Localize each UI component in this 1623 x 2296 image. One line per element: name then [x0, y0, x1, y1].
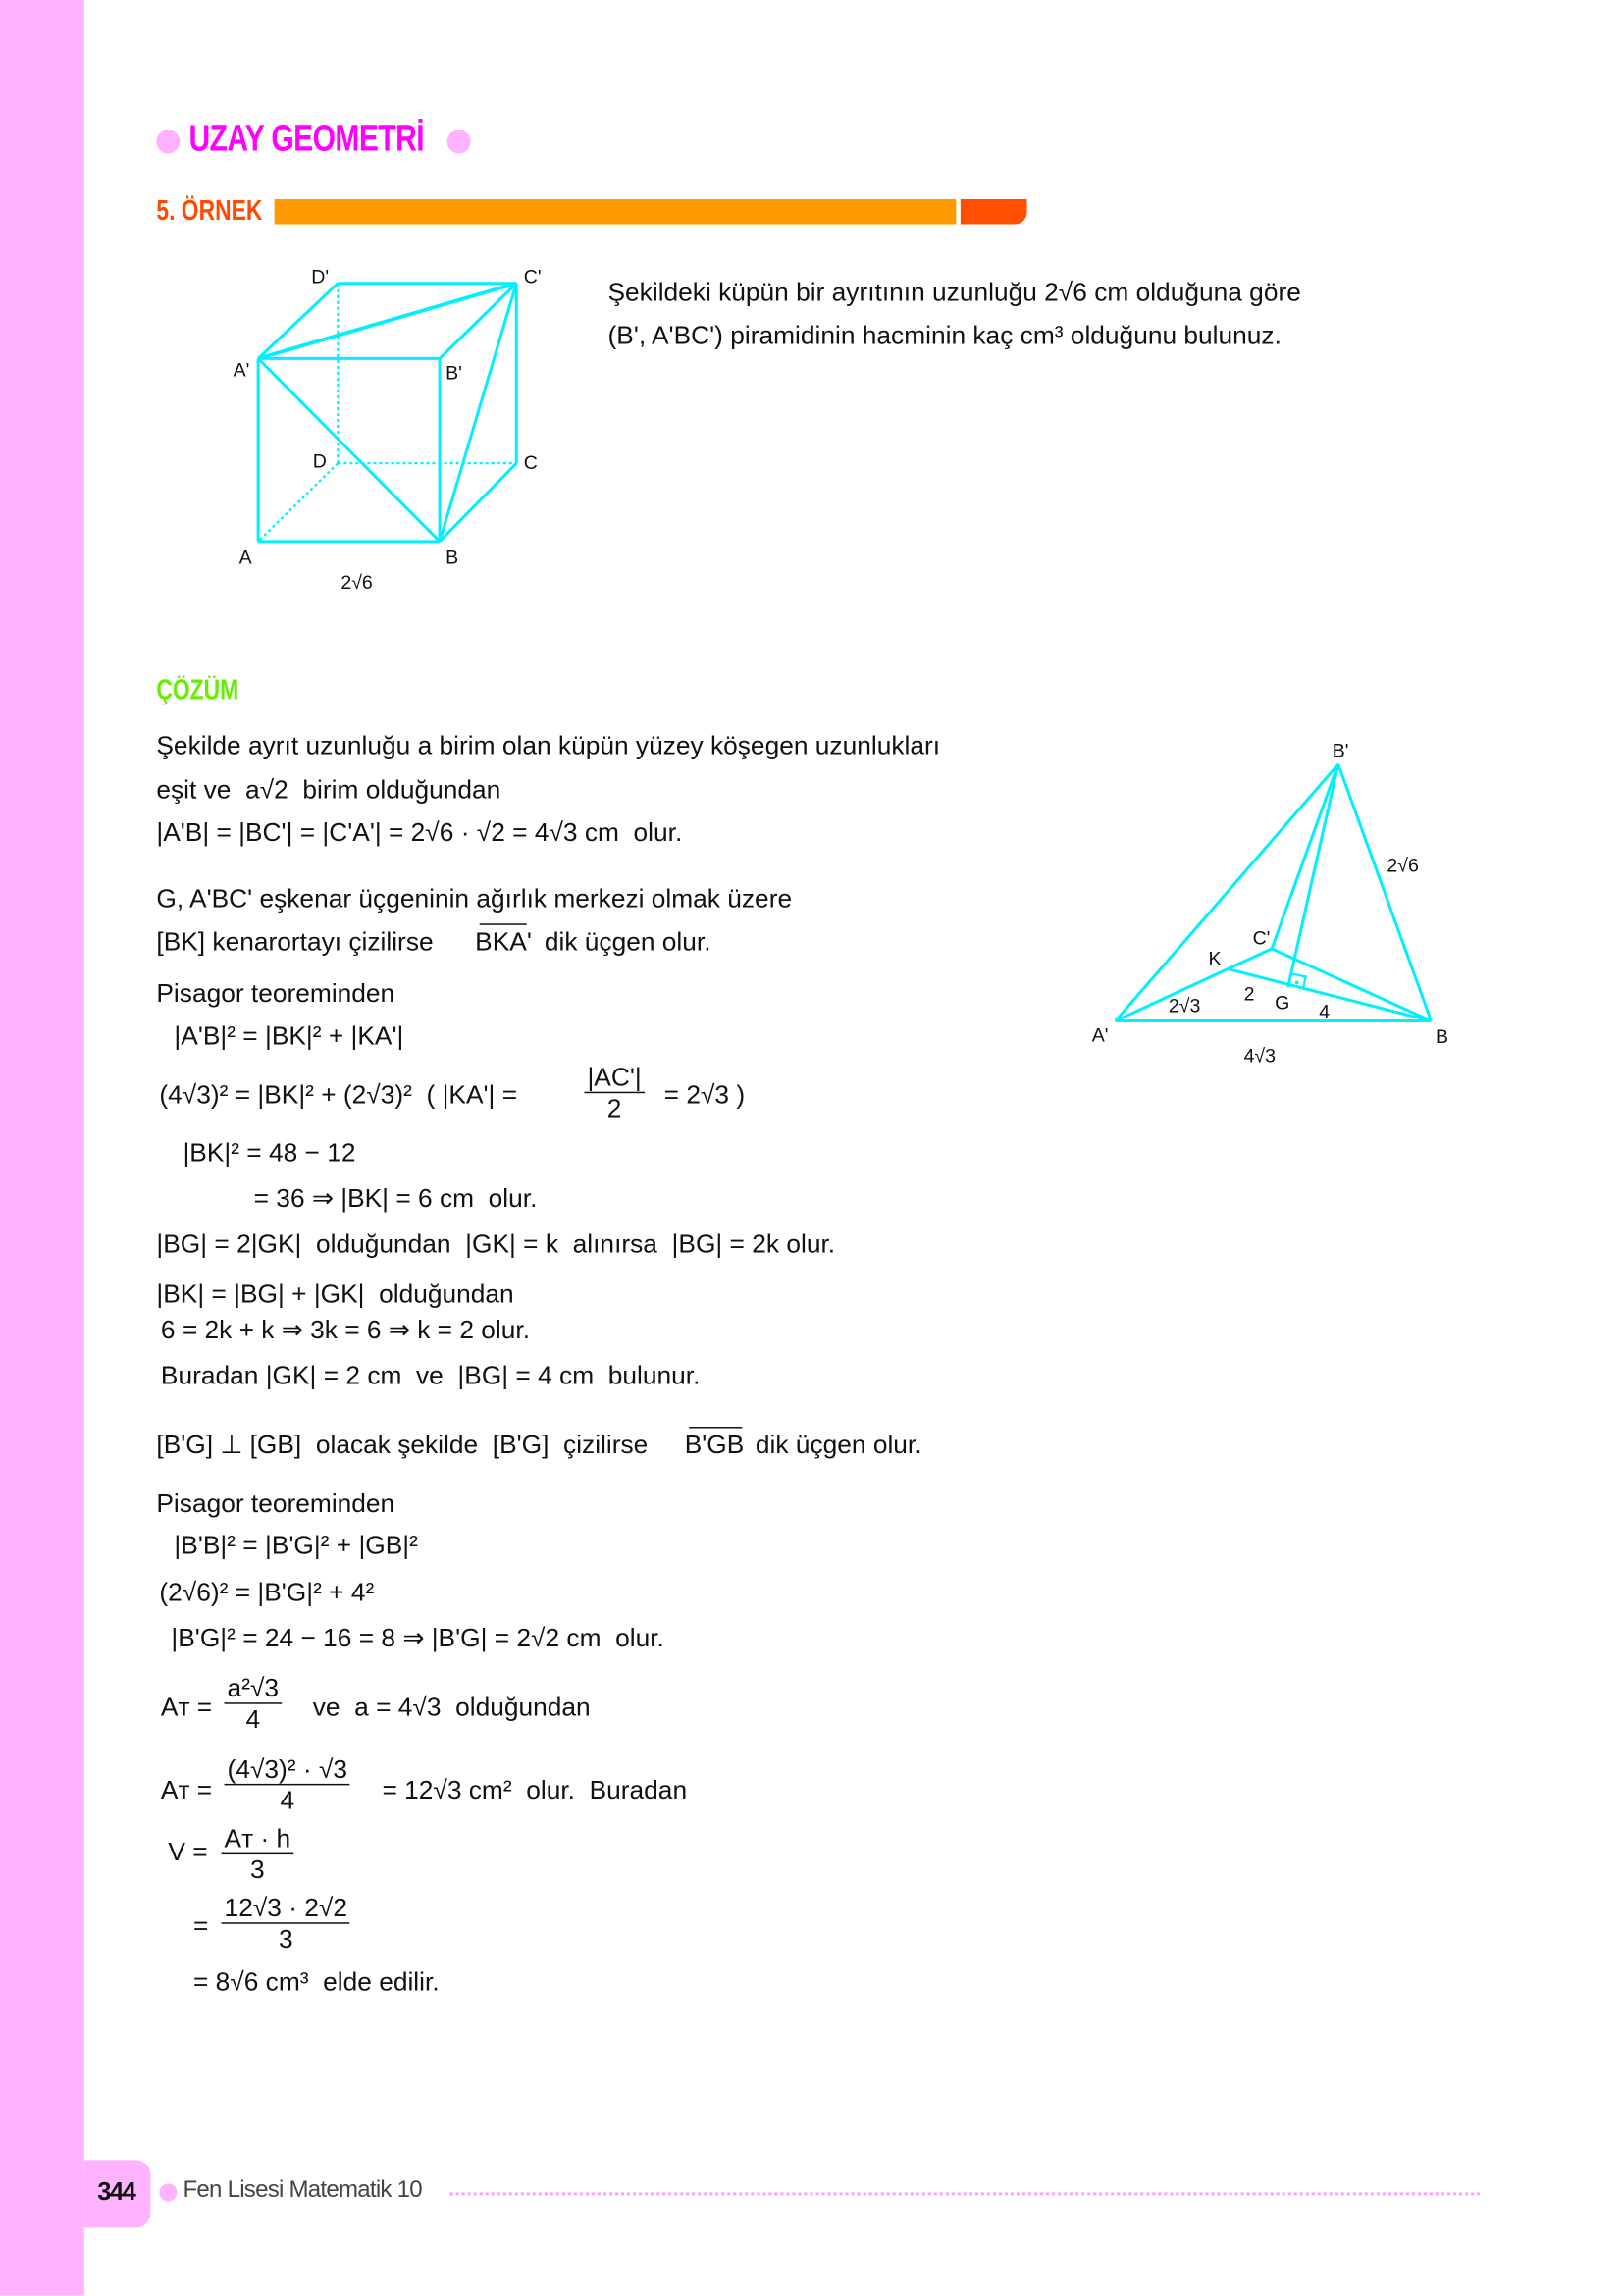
pyr-label-kg: 2	[1243, 983, 1255, 1006]
pyr-label-a1: A'	[1091, 1024, 1109, 1047]
fraction	[222, 1893, 350, 1954]
sol-line: |BK|² = 48 − 12	[183, 1137, 356, 1168]
label-b: B	[445, 547, 459, 569]
angle-hat	[689, 1427, 742, 1429]
sol-line: 6 = 2k + k ⇒ 3k = 6 ⇒ k = 2 olur.	[160, 1314, 531, 1344]
denominator: 3	[278, 1923, 293, 1954]
pyr-edge-b1c1	[1272, 764, 1338, 949]
sol-line: |B'B|² = |B'G|² + |GB|²	[174, 1530, 418, 1560]
label-d1: D'	[311, 266, 330, 288]
pyr-label-b1: B'	[1332, 740, 1349, 762]
fraction	[225, 1754, 350, 1815]
denominator: 3	[250, 1854, 265, 1885]
pyr-edge-c1b	[1272, 949, 1431, 1021]
footer-bullet	[159, 2183, 177, 2201]
question-line-2: (B', A'BC') piramidinin hacminin kaç cm³ olduğunu bulunuz.	[607, 320, 1282, 350]
angle-name: BKA'	[475, 926, 532, 957]
book-title: Fen Lisesi Matematik 10	[183, 2177, 422, 2203]
sol-line: Buradan |GK| = 2 cm ve |BG| = 4 cm bulunur.	[160, 1360, 701, 1390]
sol-line: Pisagor teoreminden	[156, 977, 395, 1008]
footer-dotted-rule	[450, 2192, 1481, 2195]
hidden-edge-ad	[258, 463, 338, 542]
label-b1: B'	[445, 362, 462, 385]
sol-line: (4√3)² = |BK|² + (2√3)² ( |KA'| =	[159, 1079, 518, 1110]
sol-line: Şekilde ayrıt uzunluğu a birim olan küpün yüzey köşegen uzunlukları	[156, 730, 941, 760]
label-c: C	[523, 452, 538, 475]
sol-line: [BK] kenarortayı çizilirse	[156, 926, 434, 957]
numerator: Aᴛ · h	[222, 1823, 294, 1854]
sol-line: =	[192, 1910, 209, 1941]
fraction	[222, 1823, 294, 1884]
chapter-title: UZAY GEOMETRİ	[188, 118, 424, 160]
pyr-label-c1: C'	[1252, 927, 1271, 950]
label-a1: A'	[233, 359, 250, 382]
sol-line: |BG| = 2|GK| olduğundan |GK| = k alınırsa |BG| = 2k olur.	[156, 1228, 836, 1259]
sol-line: V =	[168, 1837, 208, 1867]
sol-line: Aᴛ =	[160, 1692, 213, 1722]
numerator: (4√3)² · √3	[225, 1754, 350, 1786]
pyr-label-side: 2√6	[1387, 855, 1419, 877]
denominator: 2	[606, 1093, 622, 1123]
label-c1: C'	[523, 266, 542, 288]
denominator: 4	[280, 1785, 295, 1815]
sol-line: Aᴛ =	[160, 1774, 213, 1804]
pyr-label-ka: 2√3	[1168, 995, 1201, 1018]
pyr-label-b: B	[1436, 1026, 1449, 1049]
angle-hat	[480, 923, 527, 925]
sol-line: |A'B| = |BC'| = |C'A'| = 2√6 · √2 = 4√3 cm olur.	[156, 817, 683, 848]
denominator: 4	[245, 1703, 261, 1734]
label-d: D	[312, 450, 327, 473]
numerator: a²√3	[225, 1673, 283, 1704]
sol-line: [B'G] ⊥ [GB] olacak şekilde [B'G] çizilirse	[156, 1430, 649, 1460]
sol-line: |BK| = |BG| + |GK| olduğundan	[156, 1278, 514, 1309]
sol-line: dik üçgen olur.	[544, 926, 711, 957]
right-angle-dot	[1295, 980, 1299, 984]
question-line-1: Şekildeki küpün bir ayrıtının uzunluğu 2√6 cm olduğuna göre	[607, 277, 1301, 307]
page-number: 344	[97, 2177, 135, 2206]
sol-line: Pisagor teoreminden	[156, 1488, 395, 1519]
numerator: |AC'|	[584, 1063, 644, 1094]
sol-line: ve a = 4√3 olduğundan	[312, 1692, 591, 1722]
fraction	[584, 1063, 644, 1123]
pyr-height-b1g	[1288, 764, 1338, 987]
sol-line: = 8√6 cm³ elde edilir.	[192, 1966, 440, 1997]
label-a: A	[238, 547, 252, 569]
sol-line: (2√6)² = |B'G|² + 4²	[159, 1577, 375, 1607]
pyr-label-k: K	[1208, 948, 1222, 970]
pyr-label-base: 4√3	[1243, 1045, 1277, 1068]
sol-line: |B'G|² = 24 − 16 = 8 ⇒ |B'G| = 2√2 cm olur.	[171, 1623, 664, 1653]
numerator: 12√3 · 2√2	[222, 1893, 350, 1924]
edge-length-label: 2√6	[340, 571, 373, 594]
sol-line: = 12√3 cm² olur. Buradan	[382, 1774, 688, 1804]
sol-line: = 2√3 )	[663, 1079, 746, 1110]
pyr-label-g: G	[1275, 992, 1290, 1015]
angle-name: B'GB	[684, 1430, 745, 1460]
pyr-edge-b1b	[1338, 764, 1432, 1021]
sol-line: dik üçgen olur.	[755, 1430, 922, 1460]
sol-line: |A'B|² = |BK|² + |KA'|	[174, 1020, 404, 1051]
pyr-median-bk	[1230, 969, 1432, 1021]
solution-heading: ÇÖZÜM	[156, 675, 239, 707]
sol-line: eşit ve a√2 birim olduğundan	[156, 774, 501, 805]
fraction	[225, 1673, 283, 1734]
sol-line: = 36 ⇒ |BK| = 6 cm olur.	[253, 1182, 538, 1213]
sol-line: G, A'BC' eşkenar üçgeninin ağırlık merkezi olmak üzere	[156, 883, 793, 913]
example-label: 5. ÖRNEK	[156, 195, 263, 228]
pyr-label-gb: 4	[1319, 1001, 1331, 1023]
